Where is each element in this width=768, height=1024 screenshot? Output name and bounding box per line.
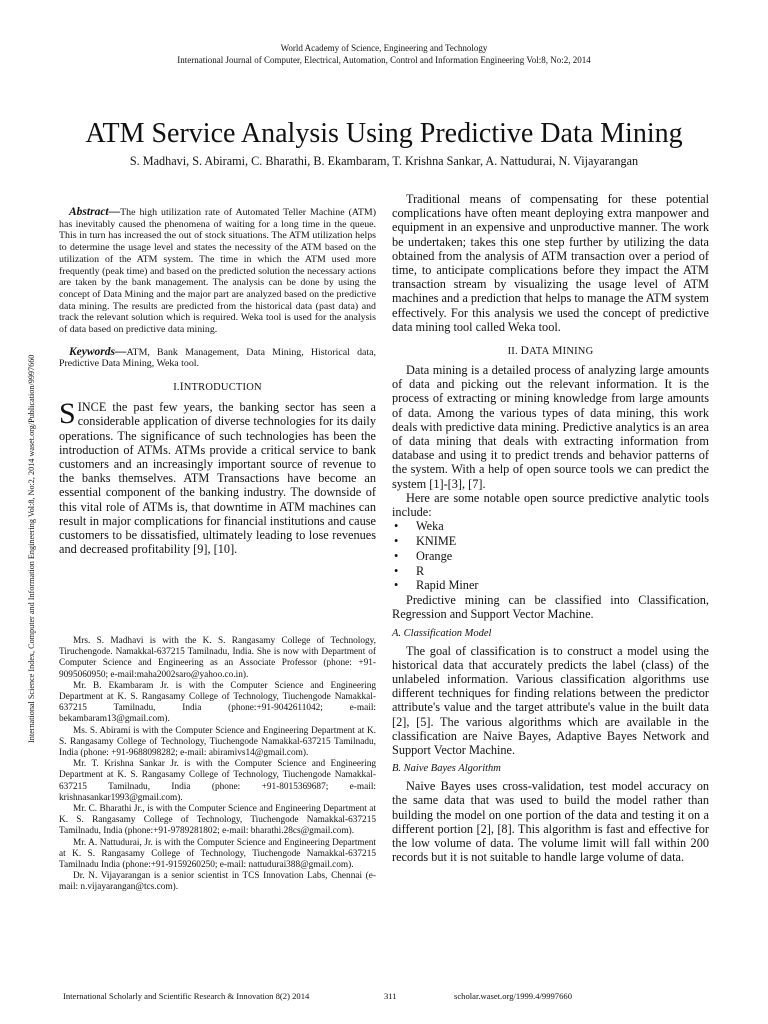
footnote: Mr. A. Nattudurai, Jr. is with the Computer Science and Engineering Department at K. S. Rangasamy College of Technology, Tiuchengode Namakkal-637215 Tamilnadu India (phone:+91-9159260250; e-mail: nattudurai388@gmail.com). [59,837,376,871]
list-item: • Rapid Miner [392,578,709,593]
keywords [59,347,376,370]
intro-continued: Traditional means of compensating for these potential complications have often meant deploying extra manpower and equipment in an expensive and unproductive manner. The work be undertaken; takes this one step further by utilizing the data obtained from the analysis of ATM transaction over a period of time, to anticipate complications before they impact the ATM transaction stream by visualizing the usage level of ATM machines and a prediction that helps to manage the ATM system effectively. For this analysis we used the concept of predictive data mining tool called Weka tool. [392,192,709,334]
footer-publisher: International Scholarly and Scientific Research & Innovation 8(2) 2014 [63,991,310,1001]
footnote: Mr. B. Ekambaram Jr. is with the Computer Science and Engineering Department at K. S. Rangasamy College of Technology, Tiuchengode Namakkal-637215 Tamilnadu, India (phone:+91-9042611042; e-mail: bekambaram13@gmail.com). [59,680,376,725]
tools-list [392,519,709,593]
footnote: Dr. N. Vijayarangan is a senior scientist in TCS Innovation Labs, Chennai (e-mail: n.vijayarangan@tcs.com). [59,871,376,893]
subsection-classification-model: A. Classification Model [392,627,492,639]
footnote: Ms. S. Abirami is with the Computer Science and Engineering Department at K. S. Rangasamy College of Technology, Tiuchengode Namakkal-637215 Tamilnadu, India (phone: +91-9688098282; e-mail: abiramivs14@gmail.com). [59,725,376,759]
drop-cap: S [59,397,76,431]
list-item: • Orange [392,549,709,564]
author-list: S. Madhavi, S. Abirami, C. Bharathi, B. Ekambaram, T. Krishna Sankar, A. Nattudurai, N. Vijayarangan [129,154,639,168]
footer-url: scholar.waset.org/1999.4/9997660 [454,991,572,1001]
section-heading-data-mining: II. DATA MINING [507,345,594,358]
keywords-text: ATM, Bank Management, Data Mining, Historical data, Predictive Data Mining, Weka tool. [59,346,376,370]
right-column [392,192,709,865]
intro-paragraph: SINCE the past few years, the banking sector has seen a considerable application of diverse technologies for its daily operations. The significance of such technologies has been the introduction of ATMs. ATMs provide a critical service to bank customers and an increasingly important source of revenue to the banks themselves. ATM Transactions have become an essential component of the banking industry. The downside of this vital role of ATMs is, that downtime in ATM machines can result in major complications for financial institutions and cause customers to be dissatisfied, ultimately leading to lose revenues and decreased profitability [9], [10]. [59,397,376,557]
side-index-note: International Science Index, Computer and Information Engineering Vol:8, No:2, 2014 waset.org/Publication/9997660 [27,354,36,743]
section-heading-introduction: I.INTRODUCTION [173,381,262,394]
abstract [59,207,376,336]
tools-intro: Here are some notable open source predictive analytic tools include: [392,490,709,520]
abstract-label: Abstract— [69,206,121,218]
journal-volume: International Journal of Computer, Electrical, Automation, Control and Information Engineering Vol:8, No:2, 2014 [177,55,591,65]
author-footnotes [59,636,376,894]
footnote: Mr. T. Krishna Sankar Jr. is with the Computer Science and Engineering Department at K. S. Rangasamy College of Technology, Tiuchengode Namakkal-637215 Tamilnadu, India (phone: +91-8015369687; e-mail: krishnasankar1993@gmail.com). [59,759,376,803]
list-item: • KNIME [392,534,709,549]
list-item: • Weka [392,519,709,534]
footnote: Mr. C. Bharathi Jr., is with the Computer Science and Engineering Department at K. S. Rangasamy College of Technology, Tiuchengode Namakkal-637215 Tamilnadu, India (phone:+91-9789281802; e-mail: bharathi.28cs@gmail.com). [59,804,376,837]
subsection-naive-bayes: B. Naive Bayes Algorithm [392,763,501,775]
page-number: 311 [384,991,397,1001]
classification-intro: Predictive mining can be classified into Classification, Regression and Support Vector Machine. [392,593,709,622]
paper-title: ATM Service Analysis Using Predictive Data Mining [85,118,683,149]
left-column [59,207,376,556]
abstract-text: The high utilization rate of Automated Teller Machine (ATM) has inevitably caused the phenomena of waiting for a long time in the queue. This in turn has increased the out of stock situations. The ATM utilization helps to determine the usage level and states the necessity of the ATM based on the utilization of the ATM system. The time in which the ATM used more frequently (peak time) and based on the predicted solution the necessary actions are taken by the bank management. The analysis can be done by using the concept of Data Mining and the major part are analyzed based on the predictive data mining. The results are predicted from the historical data (past data) and track the relevant solution which is required. Weka tool is used for the analysis of data based on predictive data mining. [59,207,376,336]
keywords-label: Keywords— [69,345,127,358]
footnote: Mrs. S. Madhavi is with the K. S. Rangasamy College of Technology, Tiruchengode. Namakkal-637215 Tamilnadu, India. She is now with Department of Computer Science and Engineering as an Associate Professor (phone: +91-9095060950; e-mail:maha2002saro@yahoo.co.in). [59,636,376,680]
classification-paragraph: The goal of classification is to construct a model using the historical data that accurately predicts the label (class) of the unlabeled information. Various classification algorithms use different techniques for finding relations between the predictor attribute's value and the target attribute's value in the built data [2], [5]. The various algorithms which are available in the classification are Naive Bayes, Adaptive Bayes Network and Support Vector Machine. [392,643,709,758]
naive-bayes-paragraph: Naive Bayes uses cross-validation, test model accuracy on the same data that was used to build the model rather than building the model on one portion of the data and testing it on a different portion [2], [8]. This algorithm is fast and effective for the low volume of data. The volume limit will fall within 200 records but it is not suitable to handle large volume of data. [392,779,709,865]
journal-name: World Academy of Science, Engineering and Technology [280,43,488,53]
list-item: • R [392,564,709,579]
data-mining-paragraph: Data mining is a detailed process of analyzing large amounts of data and picking out the relevant information. It is the process of extracting or mining knowledge from large amounts of data. Among the various types of data mining, this work deals with predictive data mining. Predictive analytics is an area of data mining that deals with extracting information from database and using it to predict trends and behavior patterns of the system. With a help of open source tools we can predict the system [1]-[3], [7]. [392,363,709,491]
